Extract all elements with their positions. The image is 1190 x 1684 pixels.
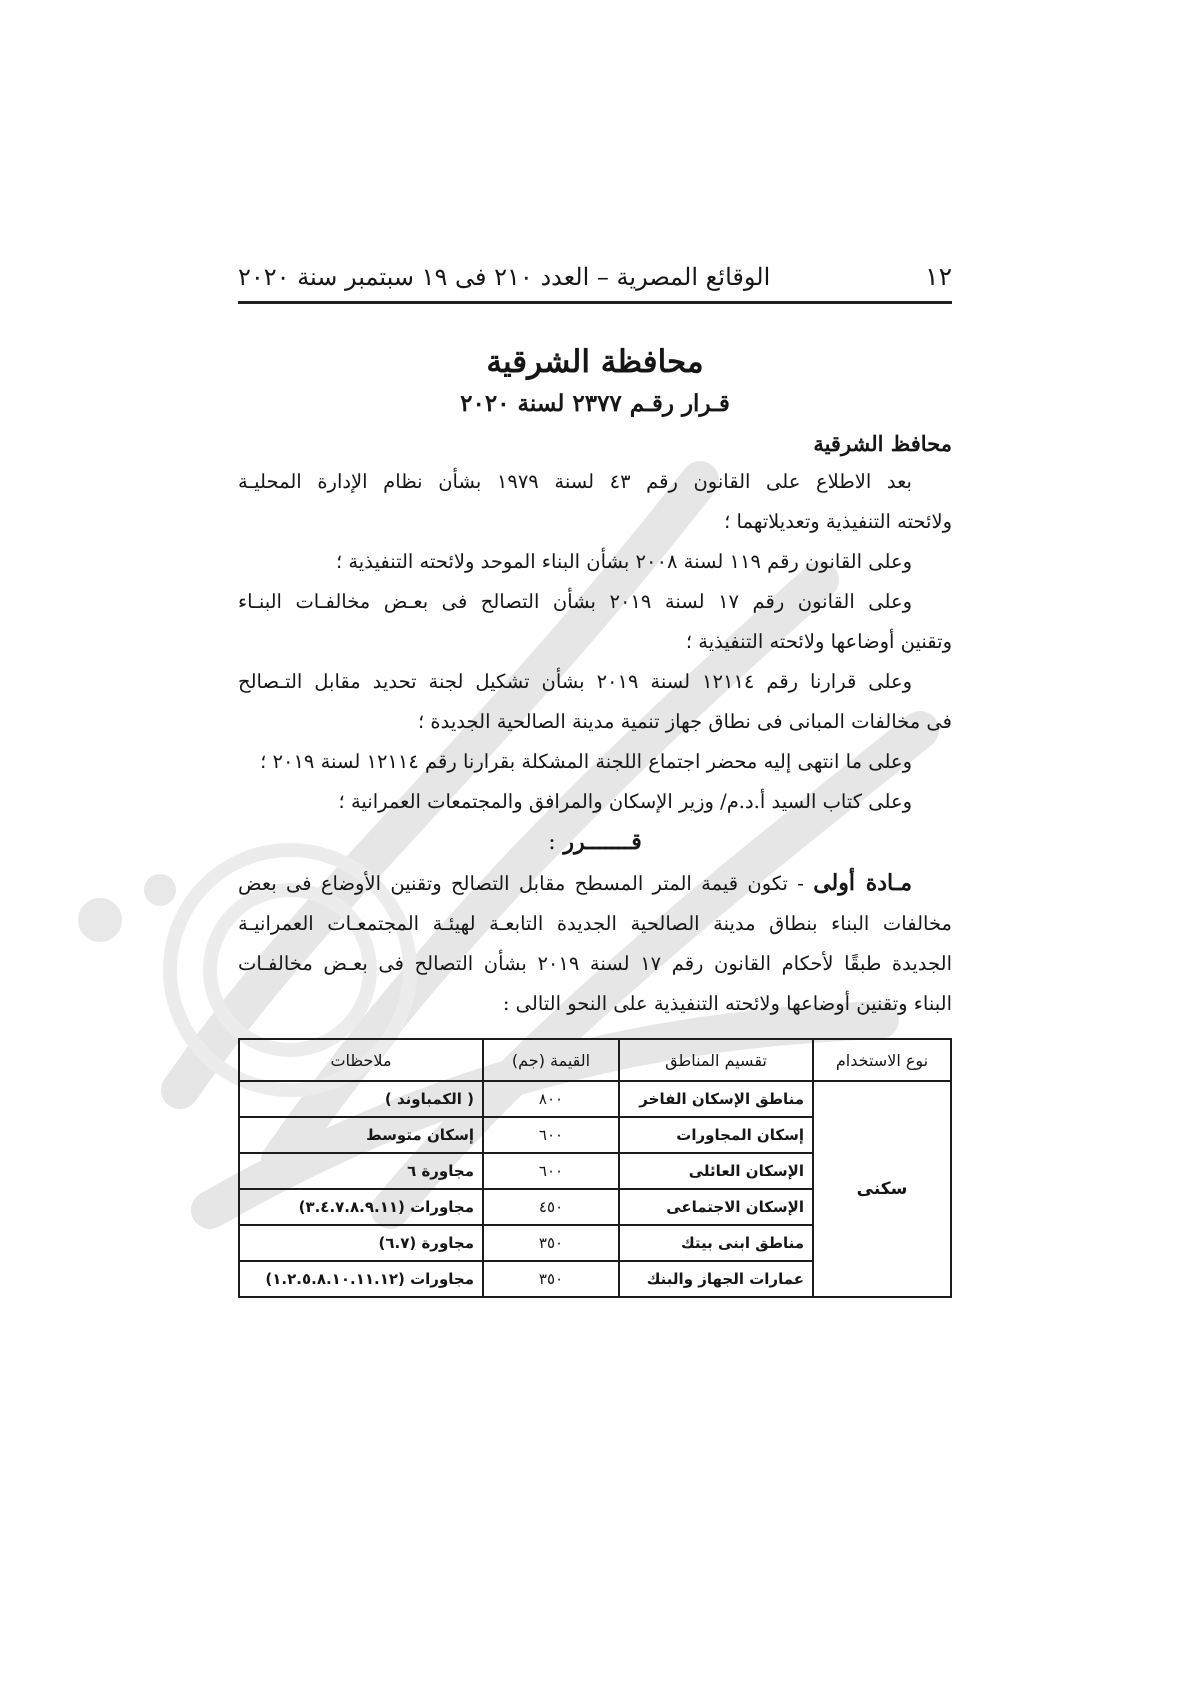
zone-cell: مناطق ابنى بيتك xyxy=(619,1225,813,1261)
value-cell: ٣٥٠ xyxy=(483,1225,619,1261)
preamble-line: وعلى القانون رقم ١٧ لسنة ٢٠١٩ بشأن التصالح فى بعـض مخالفـات البنـاء xyxy=(238,590,913,613)
issuer-heading: محافظ الشرقية xyxy=(813,431,952,456)
fees-table xyxy=(238,1038,952,1298)
note-cell: مجاورة (٦.٧) xyxy=(239,1225,483,1261)
zone-cell: إسكان المجاورات xyxy=(619,1117,813,1153)
article-1-text: - تكون قيمة المتر المسطح مقابل التصالح وتقنين الأوضاع فى بعض xyxy=(238,872,814,895)
note-cell: ( الكمباوند ) xyxy=(239,1081,483,1117)
zone-cell: الإسكان الاجتماعى xyxy=(619,1189,813,1225)
column-header-usage: نوع الاستخدام xyxy=(813,1039,951,1081)
column-header-zones: تقسيم المناطق xyxy=(619,1039,813,1081)
zone-cell: مناطق الإسكان الفاخر xyxy=(619,1081,813,1117)
preamble-line: وعلى قرارنا رقم ١٢١١٤ لسنة ٢٠١٩ بشأن تشكيل لجنة تحديد مقابل التـصالح xyxy=(238,670,912,693)
article-1-line: البناء وتقنين أوضاعها ولائحته التنفيذية على النحو التالى : xyxy=(502,992,952,1015)
table-header-row xyxy=(239,1039,951,1081)
column-header-notes: ملاحظات xyxy=(239,1039,483,1081)
note-cell: مجاورات (١.٢.٥.٨.١٠.١١.١٢) xyxy=(239,1261,483,1297)
note-cell: مجاورات (٣.٤.٧.٨.٩.١١) xyxy=(239,1189,483,1225)
preamble-line: وعلى كتاب السيد أ.د.م/ وزير الإسكان والمرافق والمجتمعات العمرانية ؛ xyxy=(338,790,912,813)
note-cell: مجاورة ٦ xyxy=(239,1153,483,1189)
preamble-line: وعلى ما انتهى إليه محضر اجتماع اللجنة المشكلة بقرارنا رقم ١٢١١٤ لسنة ٢٠١٩ ؛ xyxy=(260,750,912,773)
decided-word: قـــــــرر xyxy=(563,829,642,855)
zone-cell: الإسكان العائلى xyxy=(619,1153,813,1189)
zone-cell: عمارات الجهاز والبنك xyxy=(619,1261,813,1297)
preamble-line: وعلى القانون رقم ١١٩ لسنة ٢٠٠٨ بشأن البناء الموحد ولائحته التنفيذية ؛ xyxy=(335,550,912,573)
decree-number: قـرار رقـم ٢٣٧٧ لسنة ٢٠٢٠ xyxy=(460,390,730,417)
article-1-label: مـادة أولى xyxy=(813,870,912,896)
running-header xyxy=(238,262,952,304)
governorate-title: محافظة الشرقية xyxy=(486,344,704,380)
preamble-line: بعد الاطلاع على القانون رقم ٤٣ لسنة ١٩٧٩ بشأن نظام الإدارة المحليـة xyxy=(238,470,912,493)
decided-colon: : xyxy=(548,830,556,855)
usage-cell: سكنى xyxy=(813,1081,951,1297)
article-1-line: مخالفات البناء بنطاق مدينة الصالحية الجديدة التابعـة لهيئـة المجتمعـات العمرانيـة xyxy=(238,912,952,935)
preamble-line: فى مخالفات المبانى فى نطاق جهاز تنمية مدينة الصالحية الجديدة ؛ xyxy=(418,710,952,733)
page-number: ١٢ xyxy=(925,262,952,291)
note-cell: إسكان متوسط xyxy=(239,1117,483,1153)
column-header-value: القيمة (جم) xyxy=(483,1039,619,1081)
table-row xyxy=(239,1081,951,1117)
value-cell: ٦٠٠ xyxy=(483,1153,619,1189)
preamble-line: ولائحته التنفيذية وتعديلاتهما ؛ xyxy=(724,510,952,533)
article-1-line xyxy=(238,863,952,904)
value-cell: ٨٠٠ xyxy=(483,1081,619,1117)
gazette-page xyxy=(238,262,952,1298)
preamble-line: وتقنين أوضاعها ولائحته التنفيذية ؛ xyxy=(685,630,952,653)
value-cell: ٤٥٠ xyxy=(483,1189,619,1225)
publication-line: الوقائع المصرية – العدد ٢١٠ فى ١٩ سبتمبر سنة ٢٠٢٠ xyxy=(238,263,771,291)
decided-heading xyxy=(238,824,952,861)
value-cell: ٦٠٠ xyxy=(483,1117,619,1153)
value-cell: ٣٥٠ xyxy=(483,1261,619,1297)
article-1-line: الجديدة طبقًا لأحكام القانون رقم ١٧ لسنة ٢٠١٩ بشأن التصالح فى بعـض مخالفـات xyxy=(238,952,952,975)
